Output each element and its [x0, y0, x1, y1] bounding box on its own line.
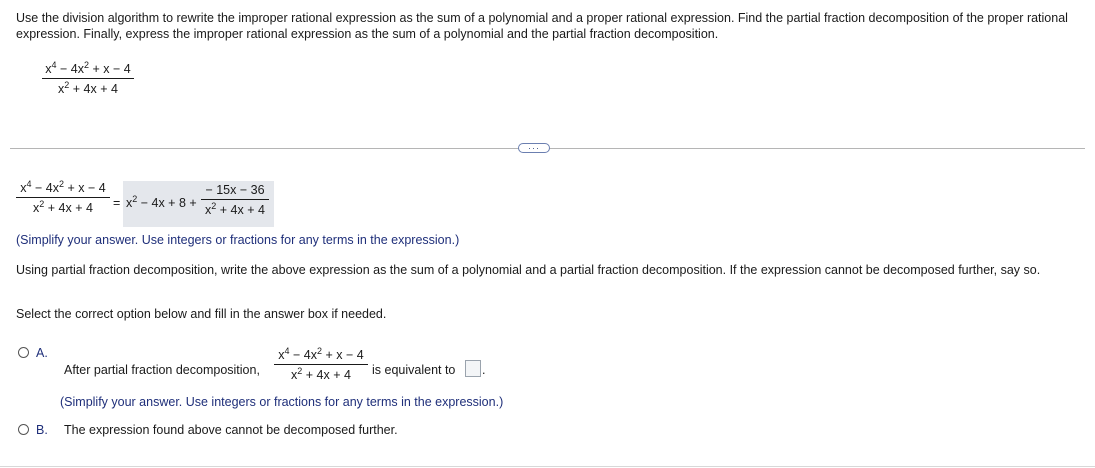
- remainder-numerator: − 15x − 36: [205, 183, 265, 197]
- remainder-fraction: [201, 183, 269, 217]
- select-instruction: Select the correct option below and fill in the answer box if needed.: [16, 307, 387, 321]
- step2-prompt: Using partial fraction decomposition, write the above expression as the sum of a polynomial and a partial fraction decomposition. If the expression cannot be decomposed further, say so.: [16, 263, 1041, 277]
- option-a-letter[interactable]: A.: [36, 346, 48, 360]
- given-numerator: $x^4 - 4x^2 + x - 4$: [45, 60, 131, 76]
- option-a-period: .: [482, 363, 486, 377]
- option-a-expression: $x^4 - 4x^2 + x - 4$ $x^2 + 4x + 4$: [274, 348, 368, 382]
- fraction-bar: [42, 78, 134, 79]
- answer-input-box[interactable]: [465, 360, 481, 377]
- equals-sign: =: [113, 196, 121, 210]
- option-a-hint: (Simplify your answer. Use integers or fractions for any terms in the expression.): [60, 395, 504, 409]
- polynomial-part: $x^2 - 4x + 8$ +: [126, 194, 197, 210]
- given-expression: [42, 62, 134, 96]
- step1-hint: (Simplify your answer. Use integers or fractions for any terms in the expression.): [16, 233, 460, 247]
- bottom-border: [0, 466, 1095, 467]
- question-text: Use the division algorithm to rewrite the improper rational expression as the sum of a polynomial and a proper rational expression. Find the partial fraction decomposition of the proper rational expression. Finally, express the improper rational expression as the sum of a polynomial and the partial fraction decomposition.: [16, 11, 1068, 41]
- option-a-radio[interactable]: [18, 347, 29, 358]
- remainder-denominator: $x^2 + 4x + 4$: [205, 201, 265, 217]
- option-a-lead-text: After partial fraction decomposition,: [64, 363, 260, 377]
- option-b-text: The expression found above cannot be decomposed further.: [64, 423, 398, 437]
- given-denominator: $x^2 + 4x + 4$: [58, 80, 118, 96]
- option-b-letter[interactable]: B.: [36, 423, 48, 437]
- step1-lhs-expression: $x^4 - 4x^2 + x - 4$ $x^2 + 4x + 4$: [16, 181, 110, 215]
- option-b-radio[interactable]: [18, 424, 29, 435]
- option-a-tail-text: is equivalent to: [372, 363, 456, 377]
- expand-more-button[interactable]: ···: [518, 143, 550, 153]
